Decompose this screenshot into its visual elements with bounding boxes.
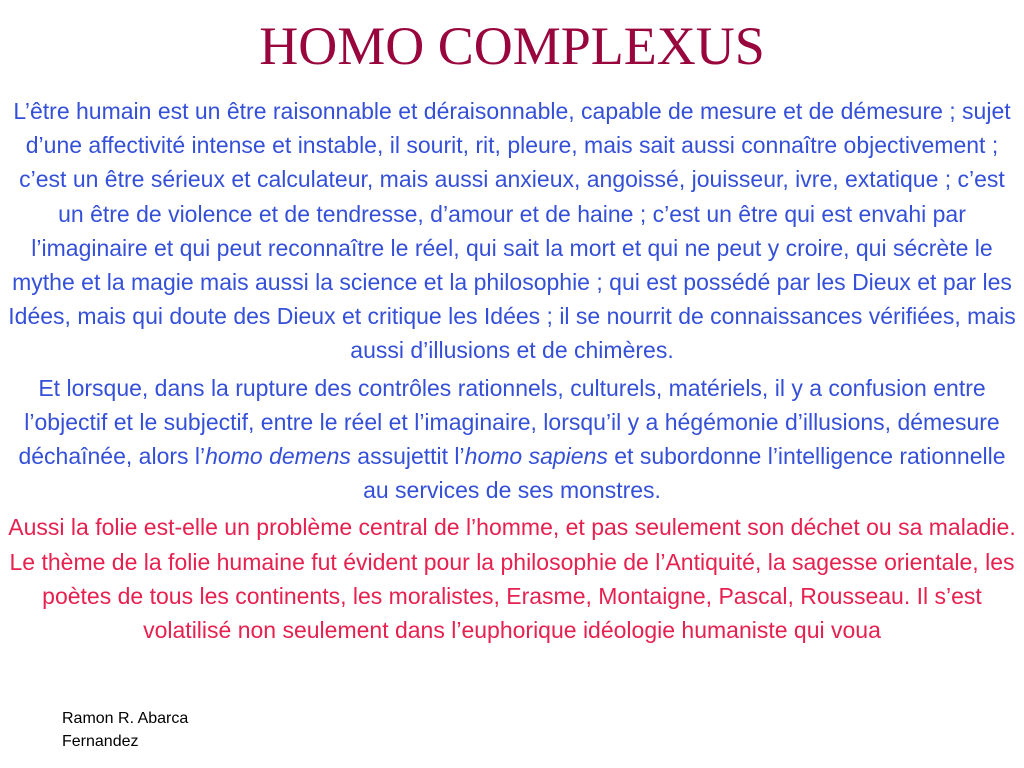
paragraph-1: L’être humain est un être raisonnable et déraisonnable, capable de mesure et de démesure ; sujet d’une affectivité intense et instable, il sourit, rit, pleure, mais sait aussi connaître objectivement ; c’est un être sérieux et calculateur, mais aussi anxieux, angoissé, jouisseur, ivre, extatique ; c’est un être de violence et de tendresse, d’amour et de haine ; c’est un être qui est envahi par l’imaginaire et qui peut reconnaître le réel, qui sait la mort et qui ne peut y croire, qui sécrète le mythe et la magie mais aussi la science et la philosophie ; qui est possédé par les Dieux et par les Idées, mais qui doute des Dieux et critique les Idées ; il se nourrit de connaissances vérifiées, mais aussi d’illusions et de chimères. (8, 98, 1016, 364)
paragraph-2-part-1: Et lorsque, dans la rupture des contrôles rationnels, culturels, matériels, il y a confusion entre l’objectif et le subjectif, entre le réel et l’imaginaire, lorsqu’il y a hégémonie d’illusions, démesure déchaînée, alors l’ (18, 374, 1000, 470)
paragraph-3: Aussi la folie est-elle un problème central de l’homme, et pas seulement son déchet ou sa maladie. Le thème de la folie humaine fut évident pour la philosophie de l’Antiquité, la sagesse orientale, les poètes de tous les continents, les moralistes, Erasme, Montaigne, Pascal, Rousseau. Il s’est volatilisé non seulement dans l’euphorique idéologie humaniste qui voua (8, 514, 1016, 644)
slide-body (8, 94, 1016, 650)
paragraph-2-part-2: assujettit l’ (350, 443, 465, 470)
paragraph-2-italic-homo-demens: homo demens (205, 443, 351, 470)
paragraph-2-part-3: et subordonne l’intelligence rationnelle au services de ses monstres. (363, 443, 1006, 504)
slide-title: HOMO COMPLEXUS (259, 16, 765, 76)
paragraph-2-italic-homo-sapiens: homo sapiens (464, 443, 608, 470)
author-footer: Ramon R. Abarca Fernandez (62, 710, 189, 750)
paragraph-2 (8, 371, 1016, 508)
